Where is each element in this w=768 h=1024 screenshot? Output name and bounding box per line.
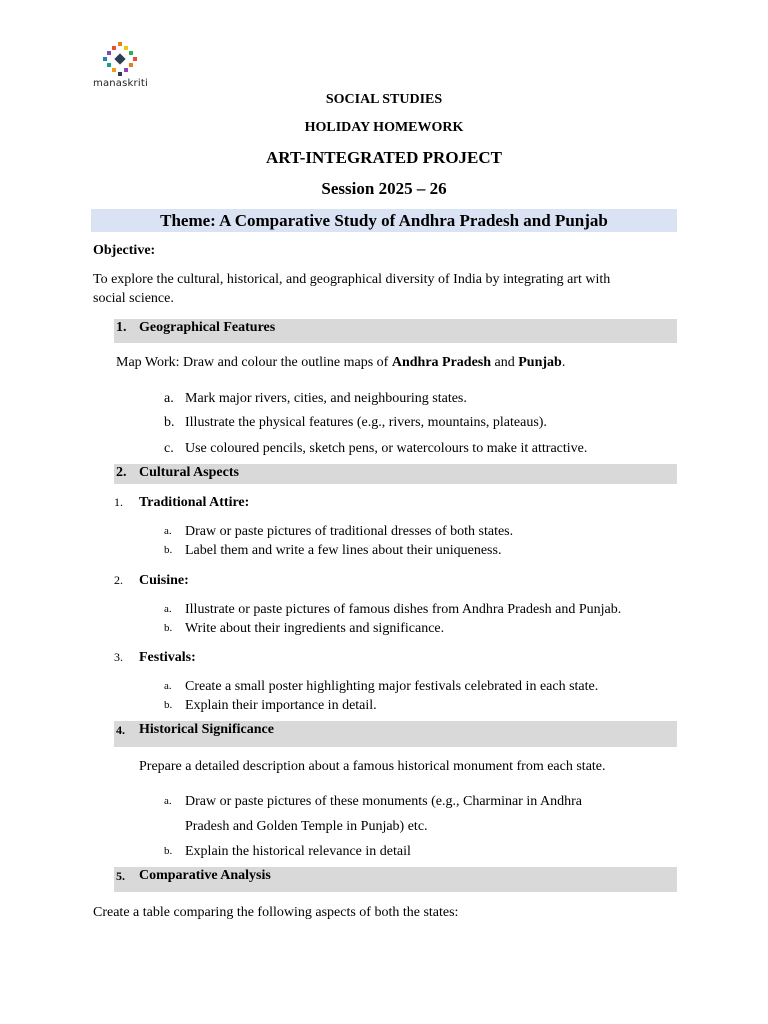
project-heading: ART-INTEGRATED PROJECT: [265, 148, 503, 167]
map-work-instruction: [116, 353, 565, 372]
list-item-text: Draw or paste pictures of traditional dresses of both states.: [185, 524, 514, 539]
state-name-punjab: Punjab: [518, 355, 562, 370]
section-title: Geographical Features: [139, 320, 276, 335]
list-item: [164, 522, 684, 541]
list-marker: a.: [164, 795, 172, 807]
list-item: [164, 541, 684, 560]
list-item-text: Explain their importance in detail.: [185, 698, 377, 713]
list-marker: b.: [164, 415, 175, 430]
list-marker: c.: [164, 441, 174, 456]
list-item: [164, 389, 684, 408]
list-item-text: Create a small poster highlighting major festivals celebrated in each state.: [185, 679, 599, 694]
list-item-text: Use coloured pencils, sketch pens, or watercolours to make it attractive.: [185, 441, 588, 456]
map-work-text: .: [561, 355, 566, 370]
objective-text-line2: social science.: [93, 291, 174, 306]
list-item-text: Write about their ingredients and significance.: [185, 621, 445, 636]
list-marker: b.: [164, 845, 173, 857]
historical-intro: Prepare a detailed description about a famous historical monument from each state.: [139, 759, 606, 774]
section-title: Historical Significance: [139, 722, 274, 737]
theme-banner: Theme: A Comparative Study of Andhra Pradesh and Punjab: [91, 209, 677, 232]
list-item-text: Illustrate or paste pictures of famous dishes from Andhra Pradesh and Punjab.: [185, 602, 622, 617]
comparative-intro: Create a table comparing the following aspects of both the states:: [93, 905, 459, 920]
school-logo: [93, 42, 153, 89]
list-marker: b.: [164, 622, 173, 634]
list-marker: a.: [164, 391, 174, 406]
list-item-text: Mark major rivers, cities, and neighbouring states.: [185, 391, 467, 406]
list-item-text: Illustrate the physical features (e.g., rivers, mountains, plateaus).: [185, 415, 547, 430]
list-item: [164, 439, 684, 458]
logo-mark-icon: [103, 42, 137, 76]
list-marker: a.: [164, 680, 172, 692]
section-number: 4.: [116, 723, 125, 737]
subsection-festivals: [114, 648, 414, 667]
state-name-andhra: Andhra Pradesh: [391, 355, 492, 370]
list-marker: a.: [164, 525, 172, 537]
section-title: Cultural Aspects: [139, 465, 239, 480]
section-number: 2.: [116, 465, 127, 480]
subsection-number: 3.: [114, 650, 123, 664]
list-item-text: Label them and write a few lines about their uniqueness.: [185, 543, 502, 558]
subsection-number: 1.: [114, 495, 123, 509]
session-heading: Session 2025 – 26: [321, 179, 447, 198]
section-number: 1.: [116, 320, 127, 335]
list-marker: a.: [164, 603, 172, 615]
list-item-text-line1: Draw or paste pictures of these monuments (e.g., Charminar in Andhra: [185, 794, 582, 809]
section-geographical-features: [114, 319, 677, 343]
subsection-traditional-attire: [114, 493, 414, 512]
list-item-text: Explain the historical relevance in detail: [185, 844, 411, 859]
list-item: [164, 696, 684, 715]
objective-label: Objective:: [93, 243, 156, 258]
logo-text: manaskriti: [93, 78, 148, 89]
section-number: 5.: [116, 869, 125, 883]
list-item: [164, 600, 684, 619]
map-work-text: Map Work: Draw and colour the outline maps of: [116, 355, 392, 370]
subsection-cuisine: [114, 571, 414, 590]
subsection-title: Cuisine:: [139, 573, 189, 588]
list-item-text-line2: Pradesh and Golden Temple in Punjab) etc.: [185, 819, 428, 834]
section-title: Comparative Analysis: [139, 868, 271, 883]
list-item: [164, 677, 684, 696]
section-comparative-analysis: [114, 867, 677, 892]
section-historical-significance: [114, 721, 677, 747]
section-cultural-aspects: [114, 464, 677, 484]
list-item: [164, 619, 684, 638]
list-marker: b.: [164, 544, 173, 556]
list-item: [164, 792, 684, 836]
subsection-title: Traditional Attire:: [139, 495, 250, 510]
list-marker: b.: [164, 699, 173, 711]
subsection-title: Festivals:: [139, 650, 196, 665]
subject-heading: SOCIAL STUDIES: [325, 92, 443, 107]
objective-text-line1: To explore the cultural, historical, and geographical diversity of India by integrating art with: [93, 272, 611, 287]
list-item: [164, 413, 684, 432]
homework-heading: HOLIDAY HOMEWORK: [304, 120, 464, 135]
list-item: [164, 842, 684, 861]
map-work-text: and: [491, 355, 519, 370]
subsection-number: 2.: [114, 573, 123, 587]
